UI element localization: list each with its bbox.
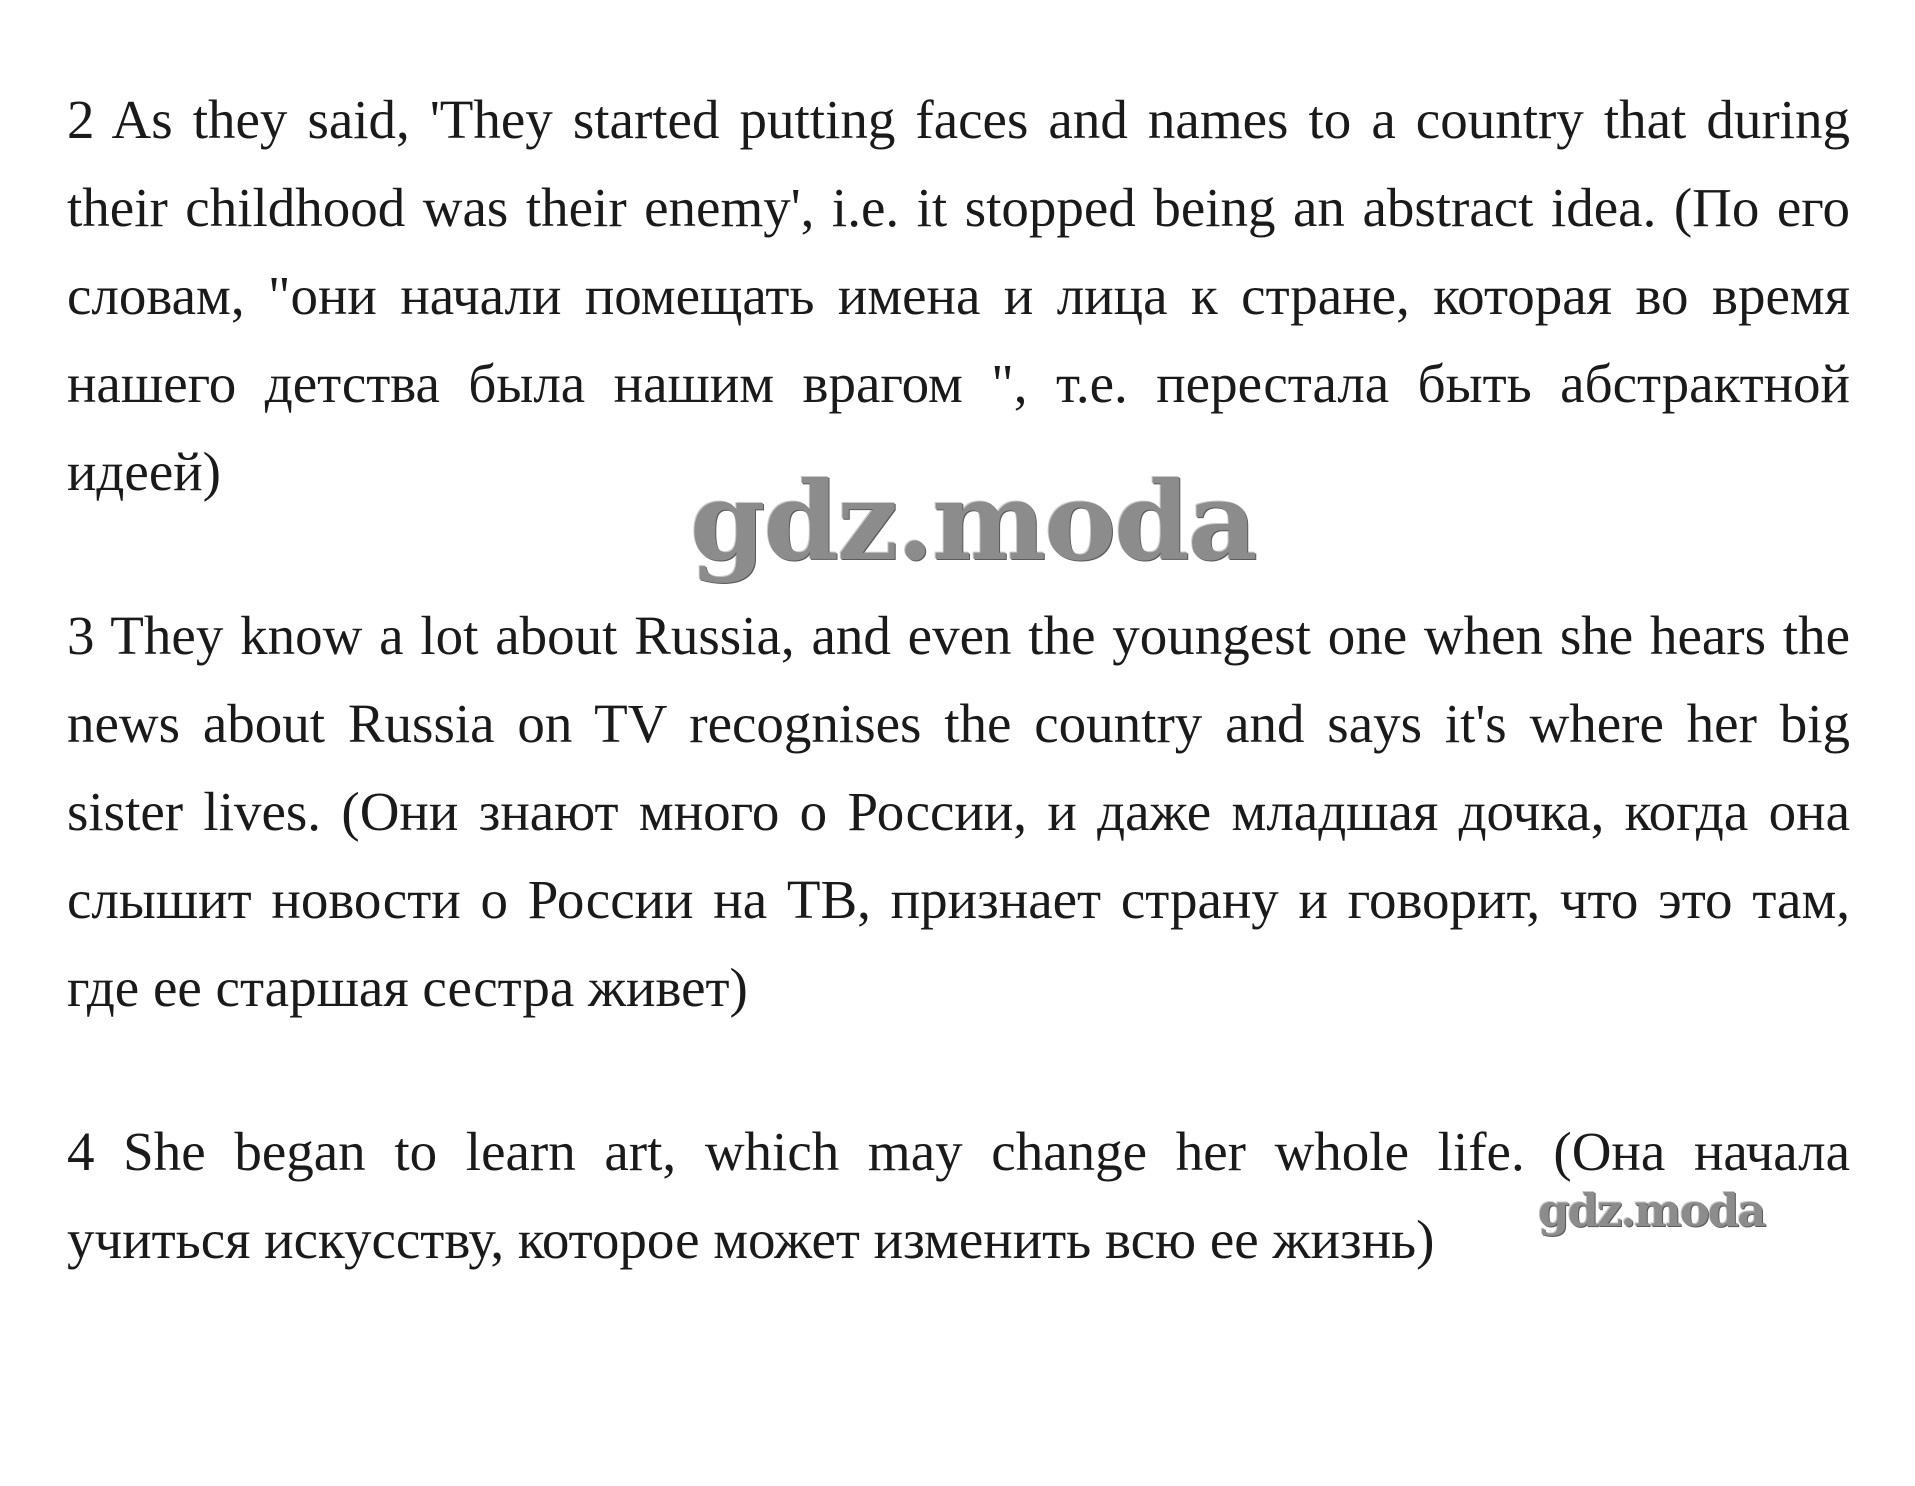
answer-paragraph-2: 2 As they said, 'They started putting faces and names to a country that during their childhood was their enemy', i.e. it stopped being an abstract idea. (По его словам, "они начали помещать имена и лица к стране, которая во время нашего детства была нашим врагом ", т.е. перестала быть абстрактной идеей) bbox=[67, 89, 1850, 502]
document-page bbox=[67, 76, 1850, 1284]
watermark-logo-small: gdz.moda bbox=[1538, 1184, 1765, 1237]
answer-paragraph-4: 4 She began to learn art, which may change her whole life. (Она начала учиться искусству, которое может изменить всю ее жизнь) bbox=[67, 1121, 1850, 1270]
watermark-logo-large: gdz.moda bbox=[690, 459, 1256, 585]
answer-paragraph-3: 3 They know a lot about Russia, and even the youngest one when she hears the news about Russia on TV recognises the country and says it's where her big sister lives. (Они знают много о России, и даже младшая дочка, когда она слышит новости о России на ТВ, признает страну и говорит, что это там, где ее старшая сестра живет) bbox=[67, 605, 1850, 1018]
